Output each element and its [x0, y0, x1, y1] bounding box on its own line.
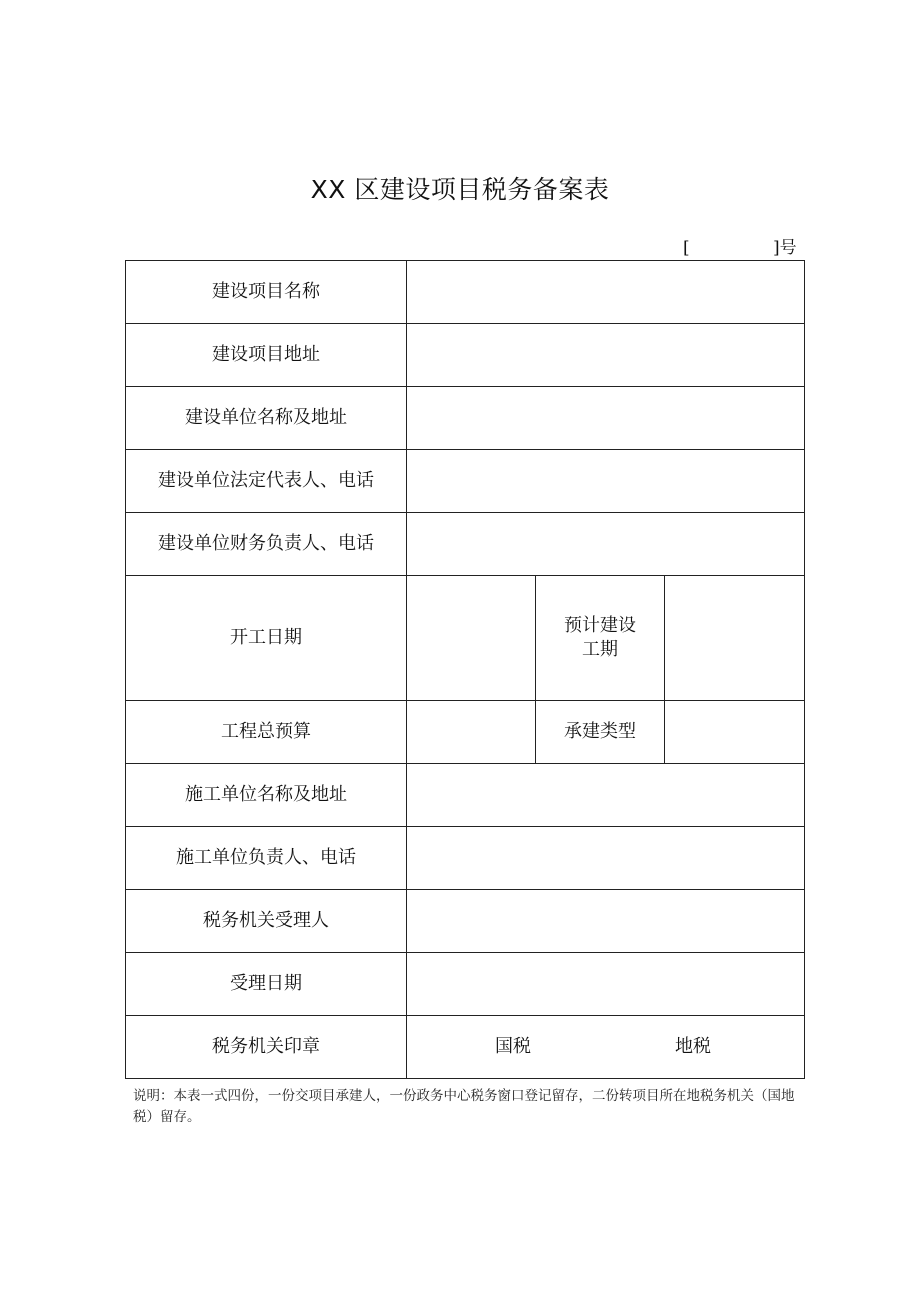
field-planned-period[interactable] [665, 576, 805, 701]
label-contractor-name-address: 施工单位名称及地址 [126, 764, 407, 827]
field-start-date[interactable] [407, 576, 536, 701]
number-close-bracket: ]号 [773, 238, 797, 258]
table-row [126, 450, 805, 513]
label-planned-period-line2: 工期 [582, 639, 618, 660]
field-contractor-head-phone[interactable] [407, 827, 805, 890]
table-row [126, 890, 805, 953]
field-receive-date[interactable] [407, 953, 805, 1016]
label-contractor-head-phone: 施工单位负责人、电话 [126, 827, 407, 890]
label-contract-type: 承建类型 [536, 701, 665, 764]
table-row [126, 764, 805, 827]
field-contract-type[interactable] [665, 701, 805, 764]
table-row [126, 324, 805, 387]
label-builder-legal-rep-phone: 建设单位法定代表人、电话 [126, 450, 407, 513]
document-title: XX 区建设项目税务备案表 [310, 175, 610, 204]
label-local-tax: 地税 [675, 1036, 711, 1057]
field-builder-name-address[interactable] [407, 387, 805, 450]
table-row [126, 1016, 805, 1079]
field-tax-receiver[interactable] [407, 890, 805, 953]
field-builder-legal-rep-phone[interactable] [407, 450, 805, 513]
footnote: 说明：本表一式四份，一份交项目承建人，一份政务中心税务窗口登记留存，二份转项目所在地税务机关（国地税）留存。 [133, 1088, 795, 1125]
label-project-name: 建设项目名称 [126, 261, 407, 324]
label-tax-seal: 税务机关印章 [126, 1016, 407, 1079]
label-tax-receiver: 税务机关受理人 [126, 890, 407, 953]
label-total-budget: 工程总预算 [126, 701, 407, 764]
label-national-tax: 国税 [495, 1036, 531, 1057]
label-builder-name-address: 建设单位名称及地址 [126, 387, 407, 450]
number-open-bracket: [ [683, 238, 690, 258]
label-planned-period-line1: 预计建设 [564, 615, 636, 636]
table-row [126, 701, 805, 764]
field-project-name[interactable] [407, 261, 805, 324]
label-receive-date: 受理日期 [126, 953, 407, 1016]
table-row [126, 387, 805, 450]
field-contractor-name-address[interactable] [407, 764, 805, 827]
table-row [126, 827, 805, 890]
table-row [126, 513, 805, 576]
label-builder-finance-head-phone: 建设单位财务负责人、电话 [126, 513, 407, 576]
registration-table [125, 260, 805, 1079]
label-planned-period [536, 576, 665, 701]
table-row [126, 576, 805, 701]
field-tax-seal[interactable] [407, 1016, 805, 1079]
field-total-budget[interactable] [407, 701, 536, 764]
field-builder-finance-head-phone[interactable] [407, 513, 805, 576]
table-row [126, 953, 805, 1016]
label-project-address: 建设项目地址 [126, 324, 407, 387]
field-project-address[interactable] [407, 324, 805, 387]
table-row [126, 261, 805, 324]
label-start-date: 开工日期 [126, 576, 407, 701]
